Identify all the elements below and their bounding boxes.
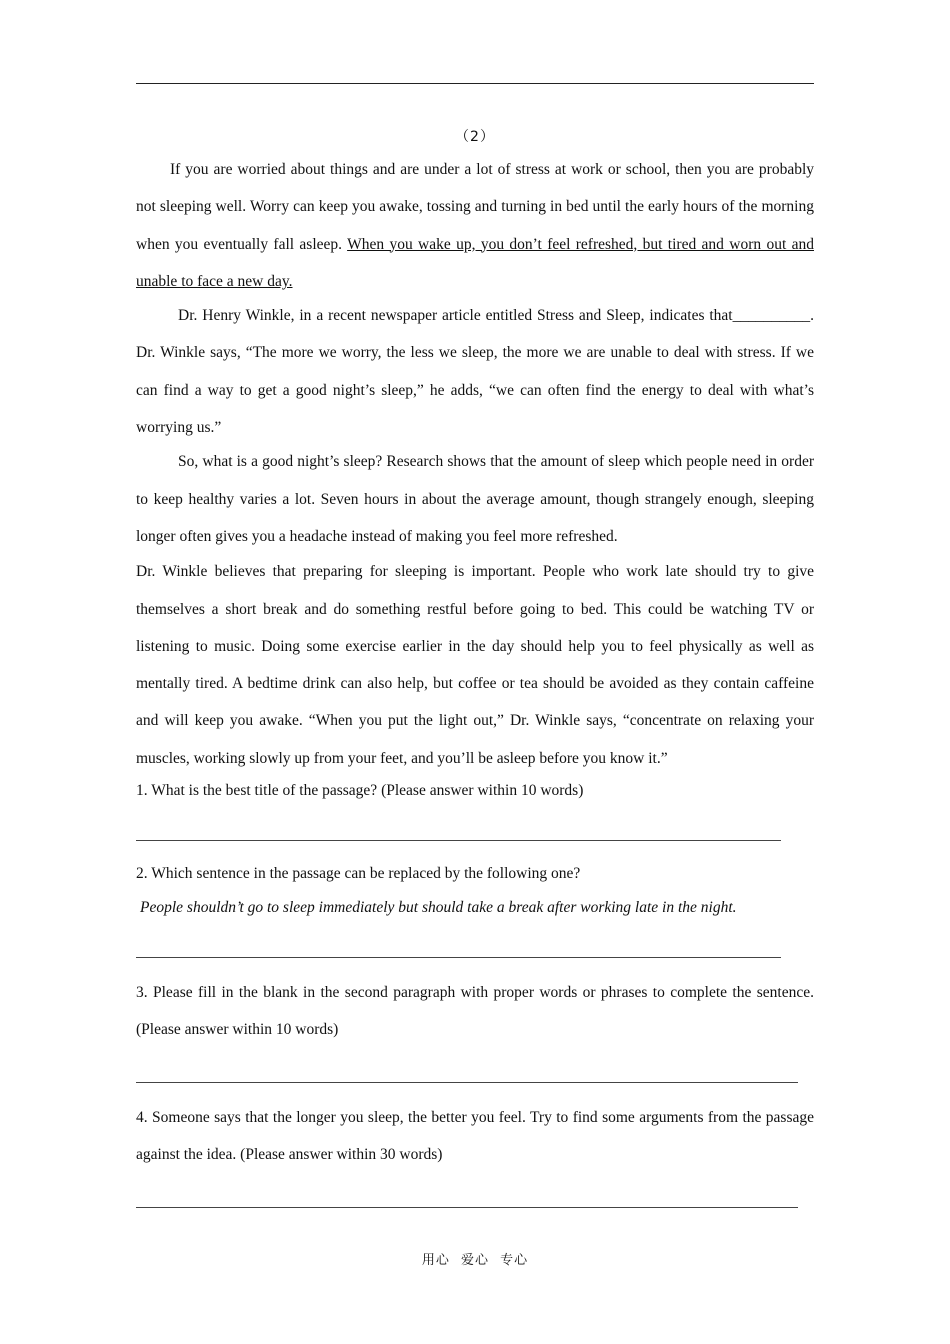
underlined-sentence: When you wake up, you don’t feel refreshed, but tired and worn out and unable to face a new day.: [136, 235, 814, 290]
paragraph-2-before: Dr. Henry Winkle, in a recent newspaper article entitled Stress and Sleep, indicates that: [178, 307, 733, 325]
question-1: 1. What is the best title of the passage? (Please answer within 10 words): [136, 782, 584, 800]
question-4: 4. Someone says that the longer you sleep, the better you feel. Try to find some arguments from the passage against the idea. (Please answer within 30 words): [136, 1109, 814, 1164]
paragraph-1: [136, 151, 814, 300]
answer-line-3[interactable]: [136, 1082, 798, 1083]
paragraph-1-text: If you are worried about things and are under a lot of stress at work or school, then you are probably not sleeping well. Worry can keep you awake, tossing and turning in bed until the early hours of the morning when you eventually fall asleep.: [136, 161, 814, 253]
page-footer: 用心 爱心 专心: [421, 1253, 529, 1268]
fill-in-blank: __________: [732, 307, 811, 325]
answer-line-4[interactable]: [136, 1207, 798, 1208]
paragraph-3: So, what is a good night’s sleep? Research shows that the amount of sleep which people need in order to keep healthy varies a lot. Seven hours in about the average amount, though strangely enough, sleeping longer often gives you a headache instead of making you feel more refreshed.: [136, 453, 814, 545]
passage-body: [136, 151, 814, 1208]
paragraph-2-after: . Dr. Winkle says, “The more we worry, the less we sleep, the more we are unable to deal with stress. If we can find a way to get a good night’s sleep,” he adds, “we can often find the energy to deal with what’s worrying us.”: [136, 307, 814, 437]
header-rule: [136, 83, 814, 84]
paragraph-2: [136, 297, 814, 446]
question-2-sentence: People shouldn’t go to sleep immediately but should take a break after working late in the night.: [140, 899, 737, 917]
paragraph-4: Dr. Winkle believes that preparing for sleeping is important. People who work late should try to give themselves a short break and do something restful before going to bed. This could be watching TV or listening to music. Doing some exercise earlier in the day should help you to feel physically as well as mentally tired. A bedtime drink can also help, but coffee or tea should be avoided as they contain caffeine and will keep you awake. “When you put the light out,” Dr. Winkle says, “concentrate on relaxing your muscles, working slowly up from your feet, and you’ll be asleep before you know it.”: [136, 563, 814, 767]
answer-line-2[interactable]: [136, 957, 781, 958]
answer-line-1[interactable]: [136, 840, 781, 841]
question-3: 3. Please fill in the blank in the second paragraph with proper words or phrases to complete the sentence. (Please answer within 10 words): [136, 984, 814, 1039]
question-2: 2. Which sentence in the passage can be replaced by the following one?: [136, 865, 581, 883]
section-label: （2）: [455, 129, 495, 145]
